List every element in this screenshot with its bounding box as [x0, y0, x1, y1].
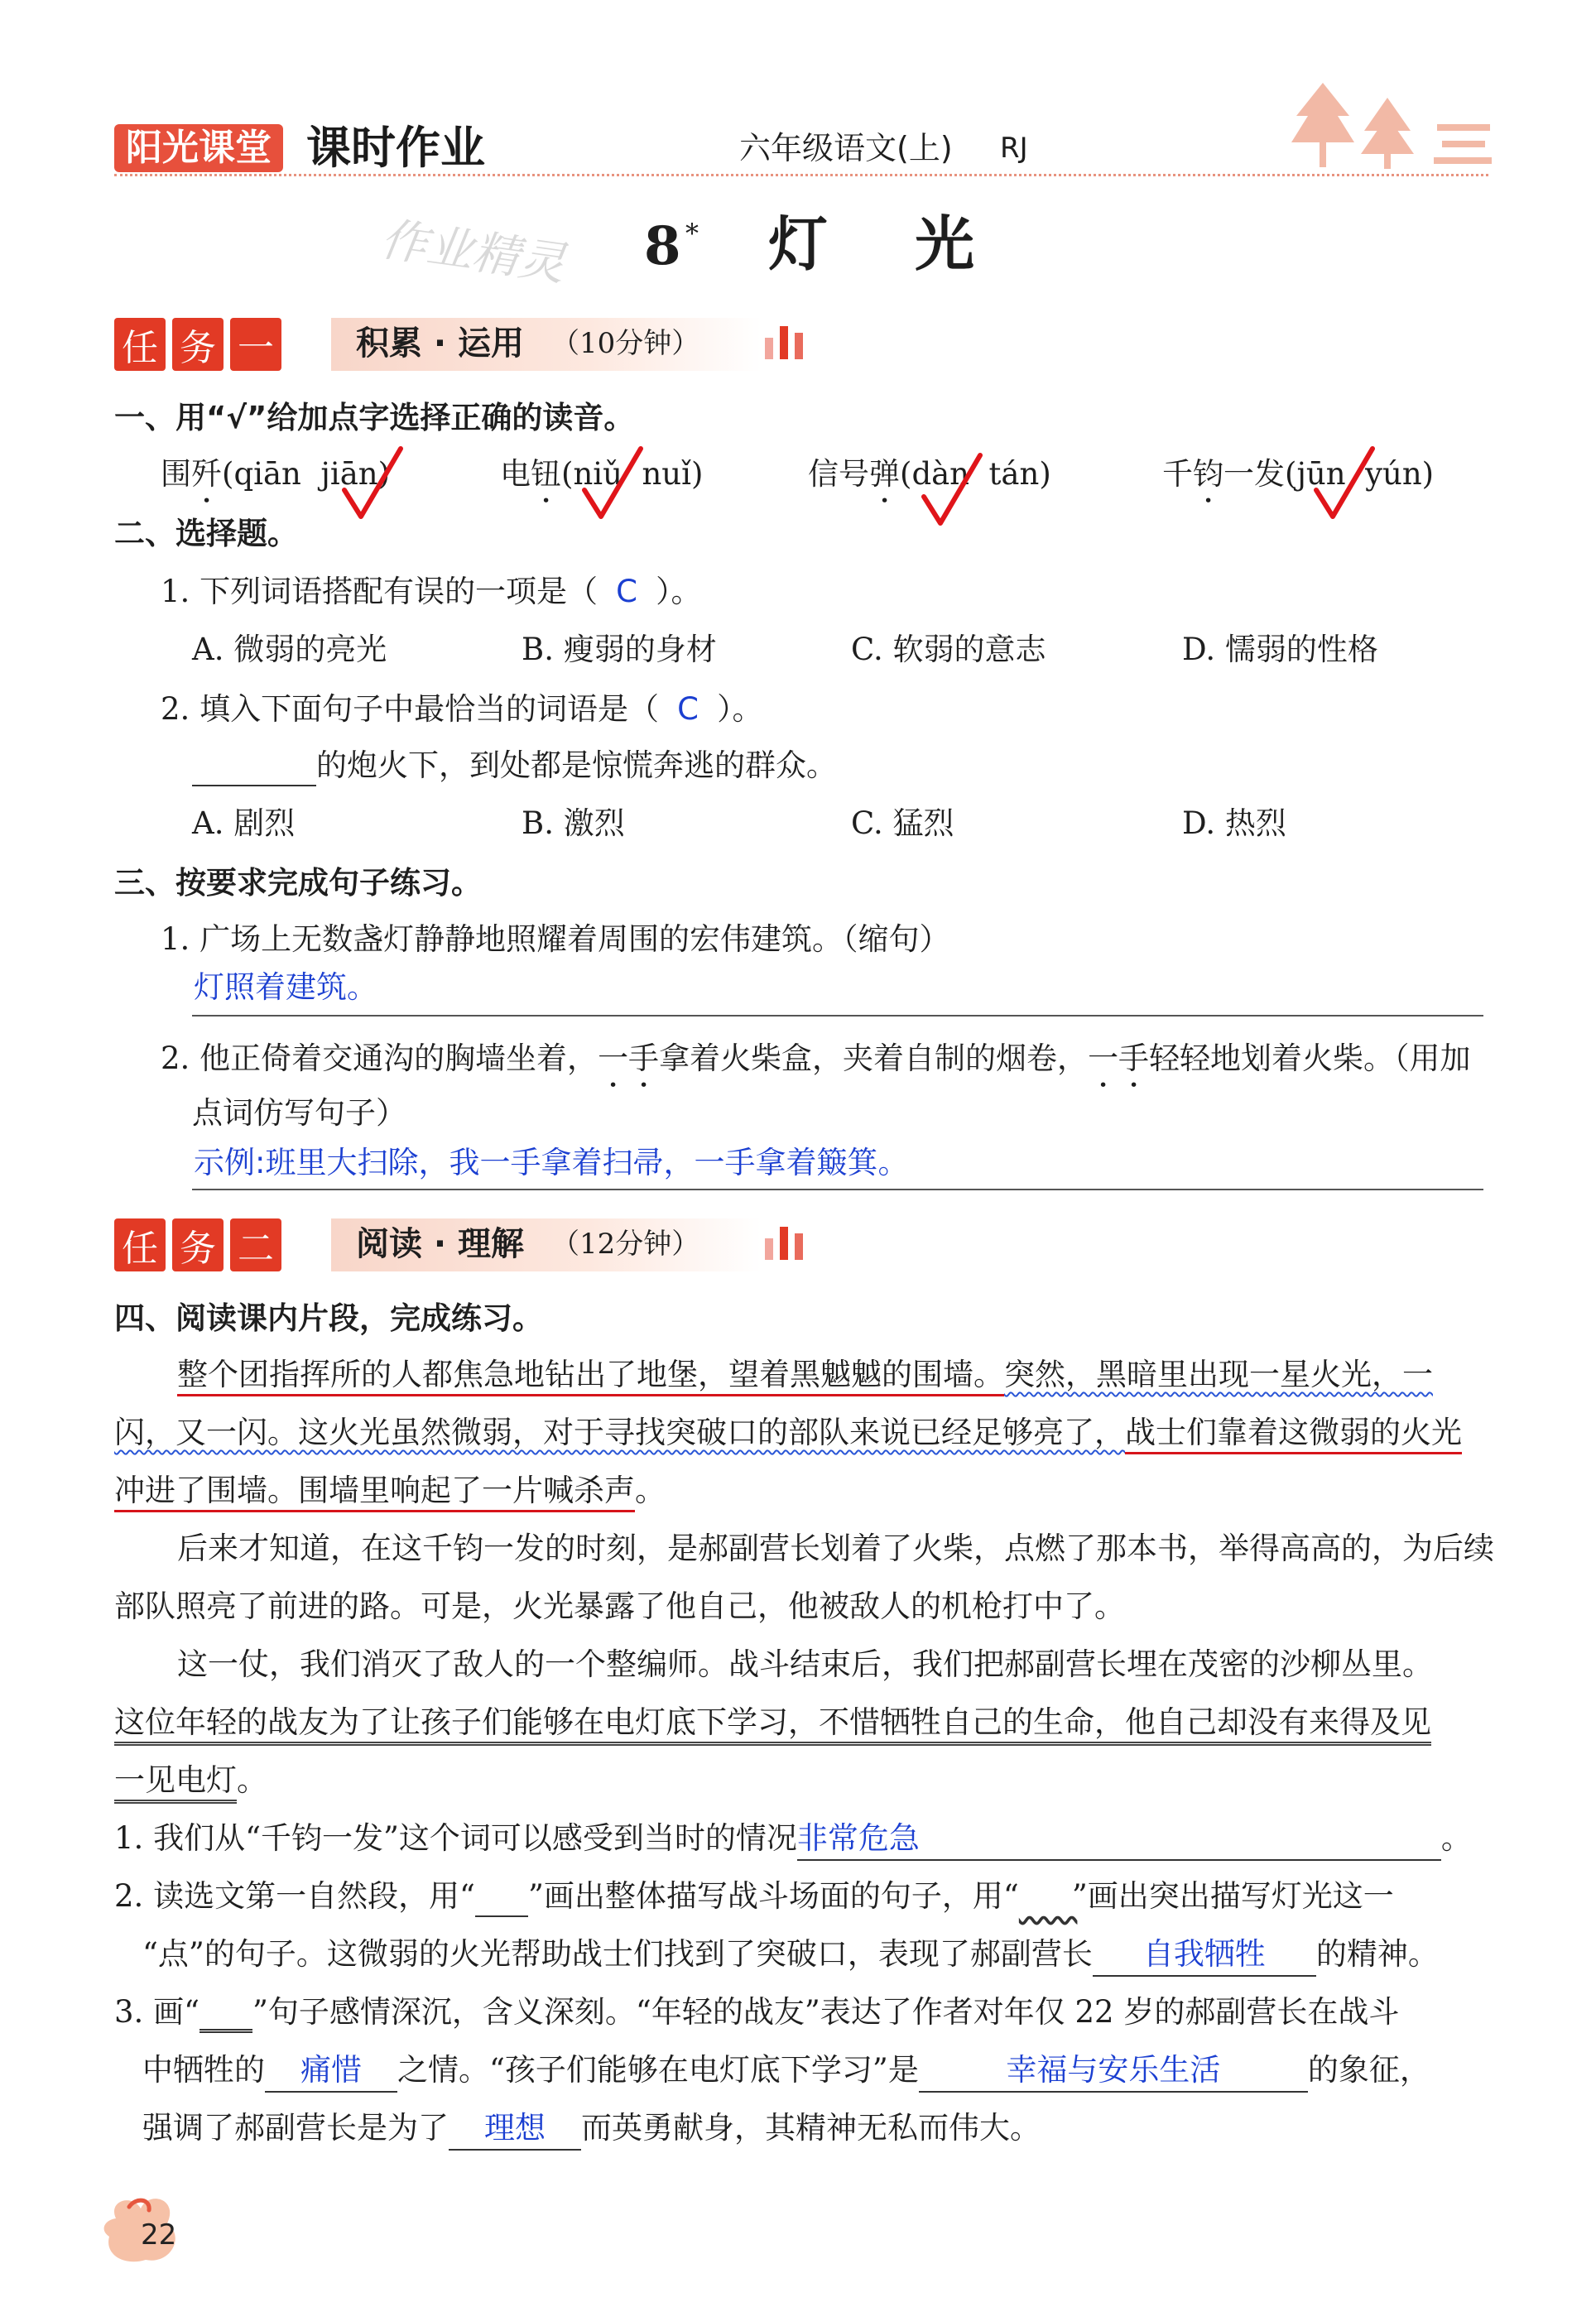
task1-chip-char: 一	[230, 318, 281, 371]
lesson-number: 8	[644, 215, 681, 277]
q4-sub3-line2: 中牺牲的 痛惜 之情。“孩子们能够在电灯底下学习”是 幸福与安乐生活 的象征，	[142, 2050, 1430, 2093]
q1-item-3-opt2[interactable]: tán	[988, 456, 1040, 492]
q4-sub2-answer: 自我牺牲	[1142, 1936, 1266, 1972]
q2-sub2-option-d[interactable]: D. 热烈	[1182, 805, 1286, 841]
checkmark-icon	[339, 445, 406, 521]
task2-chip-char: 任	[114, 1218, 166, 1271]
q1-item-4-opt1[interactable]: jūn	[1296, 456, 1346, 492]
answer-line	[192, 1015, 1483, 1017]
task2-bars-icon	[765, 1227, 803, 1260]
q3-sub2-prompt-line1: 2. 他正倚着交通沟的胸墙坐着，一手拿着火柴盒，夹着自制的烟卷，一手轻轻地划着火柴。（用加	[161, 1041, 1471, 1076]
passage-p2-line1: 后来才知道，在这千钧一发的时刻，是郝副营长划着了火柴，点燃了那本书，举得高高的，为后续	[177, 1531, 1494, 1566]
grade-subject: 六年级语文(上)	[739, 130, 953, 166]
task1-time: （10分钟）	[551, 327, 700, 360]
double-line-sample	[200, 2004, 252, 2033]
checkmark-icon	[579, 445, 646, 521]
q1-item-3: 信号弹(dàn tán)	[808, 456, 1051, 492]
checkmark-icon	[919, 452, 985, 528]
q2-sub1-option-d[interactable]: D. 懦弱的性格	[1182, 632, 1378, 667]
header-dotted-rule	[114, 174, 1488, 176]
passage-p3-line1: 这一仗，我们消灭了敌人的一个整编师。战斗结束后，我们把郝副营长埋在茂密的沙柳丛里。	[177, 1646, 1433, 1682]
q2-sub1-option-b[interactable]: B. 瘦弱的身材	[522, 632, 717, 667]
q4-heading: 四、阅读课内片段，完成练习。	[114, 1300, 543, 1336]
q1-item-4: 千钧一发(jūn yún)	[1162, 456, 1435, 492]
task1-chip	[114, 318, 281, 371]
underline-wavy: 闪，又一闪。这火光虽然微弱，对于寻找突破口的部队来说已经足够亮了，	[114, 1415, 1125, 1450]
q4-sub3-blank-1[interactable]	[265, 2050, 397, 2093]
task2-title: 阅读 · 理解	[356, 1225, 525, 1263]
q4-sub1: 1. 我们从“千钧一发”这个词可以感受到当时的情况非常危急 。	[114, 1818, 1472, 1861]
q3-sub1-answer[interactable]: 灯照着建筑。	[194, 969, 377, 1005]
task2-chip	[114, 1218, 281, 1271]
underline-straight: 战士们靠着这微弱的火光	[1125, 1415, 1462, 1454]
task2-chip-char: 二	[230, 1218, 281, 1271]
q2-sub2-sentence: 的炮火下，到处都是惊慌奔逃的群众。	[192, 745, 837, 786]
tree-decoration-icon	[1288, 83, 1495, 174]
underline-double: 这位年轻的战友为了让孩子们能够在电灯底下学习，不惜牺牲自己的生命，他自己却没有来得及见	[114, 1704, 1431, 1746]
checkmark-icon	[1311, 445, 1377, 521]
q2-sub2-prompt: 2. 填入下面句子中最恰当的词语是（ C ）。	[161, 689, 763, 730]
q4-sub3-answer-1: 痛惜	[300, 2052, 362, 2088]
q2-sub1-prompt: 1. 下列词语搭配有误的一项是（ C ）。	[161, 571, 702, 613]
passage-p1-line1	[177, 1354, 1433, 1396]
answer-line	[192, 1189, 1483, 1190]
q1-item-1-opt2[interactable]: jiān	[320, 456, 378, 492]
task2-chip-char: 务	[172, 1218, 224, 1271]
wavy-line-sample	[1019, 1891, 1072, 1917]
q4-sub1-blank[interactable]	[797, 1818, 1441, 1861]
task1-chip-char: 务	[172, 318, 224, 371]
passage-p2-line2: 部队照亮了前进的路。可是，火光暴露了他自己，他被敌人的机枪打中了。	[114, 1588, 1125, 1624]
q4-sub3-line1: 3. 画“ ”句子感情深沉，含义深刻。“年轻的战友”表达了作者对年仅 22 岁的郝副营长在战斗	[114, 1992, 1399, 2033]
q2-sub2-option-c[interactable]: C. 猛烈	[851, 805, 954, 841]
q2-sub1-option-c[interactable]: C. 软弱的意志	[851, 632, 1046, 667]
q3-sub2-prompt-line2: 点词仿写句子）	[192, 1095, 406, 1131]
q2-heading: 二、选择题。	[114, 516, 298, 551]
underline-straight: 整个团指挥所的人都焦急地钻出了地堡，望着黑魆魆的围墙。	[177, 1357, 1004, 1396]
passage-p1-line2	[114, 1412, 1462, 1454]
q2-sub1-answer[interactable]: C	[616, 574, 637, 609]
q1-item-2: 电钮(niǔ nuǐ)	[500, 456, 704, 492]
q4-sub2-blank[interactable]	[1093, 1934, 1316, 1977]
series-title: 课时作业	[306, 122, 485, 174]
q4-sub3-blank-2[interactable]	[919, 2050, 1308, 2093]
q1-item-2-opt2[interactable]: nuǐ	[642, 456, 691, 492]
underline-wavy: 突然，黑暗里出现一星火光，一	[1004, 1357, 1433, 1392]
task1-title: 积累 · 运用	[356, 324, 525, 363]
q1-item-2-opt1[interactable]: niǔ	[573, 456, 623, 492]
underline-double: 一见电灯	[114, 1762, 237, 1804]
q1-item-1-opt1[interactable]: qiān	[233, 456, 301, 492]
lesson-star: *	[685, 218, 699, 249]
task1-chip-char: 任	[114, 318, 166, 371]
q4-sub3-line3: 强调了郝副营长是为了 理想 而英勇献身，其精神无私而伟大。	[142, 2108, 1041, 2151]
q3-sub2-answer[interactable]: 示例:班里大扫除，我一手拿着扫帚，一手拿着簸箕。	[194, 1145, 909, 1180]
underline-straight: 冲进了围墙。围墙里响起了一片喊杀声	[114, 1473, 635, 1512]
brand-badge: 阳光课堂	[114, 124, 283, 172]
q2-sub2-option-a[interactable]: A. 剧烈	[192, 805, 296, 841]
q1-item-1: 围歼(qiān jiān)	[161, 456, 391, 492]
passage-p1-line3: 冲进了围墙。围墙里响起了一片喊杀声。	[114, 1470, 666, 1512]
q2-sub2-answer[interactable]: C	[677, 691, 699, 727]
q2-sub2-blank[interactable]	[192, 755, 316, 786]
q4-sub3-answer-2: 幸福与安乐生活	[1006, 2052, 1221, 2088]
watermark: 作业精灵	[377, 212, 569, 292]
passage-p3-line3: 一见电灯。	[114, 1760, 267, 1801]
q3-sub1-prompt: 1. 广场上无数盏灯静静地照耀着周围的宏伟建筑。（缩句）	[161, 921, 950, 957]
lesson-title: 灯 光	[768, 209, 1008, 279]
q2-sub1-option-a[interactable]: A. 微弱的亮光	[192, 632, 387, 667]
q4-sub2-line1: 2. 读选文第一自然段，用“ ”画出整体描写战斗场面的句子，用“ ”画出突出描写灯光这一	[114, 1876, 1394, 1917]
straight-line-sample	[475, 1889, 528, 1917]
q3-heading: 三、按要求完成句子练习。	[114, 865, 482, 901]
page-number: 22	[141, 2218, 177, 2252]
q4-sub2-line2: “点”的句子。这微弱的火光帮助战士们找到了突破口，表现了郝副营长 自我牺牲 的精神。	[142, 1934, 1439, 1977]
q1-item-4-opt2[interactable]: yún	[1365, 456, 1422, 492]
q2-sub2-option-b[interactable]: B. 激烈	[522, 805, 625, 841]
header	[114, 116, 1488, 182]
q4-sub3-answer-3: 理想	[484, 2110, 546, 2146]
task2-time: （12分钟）	[551, 1228, 700, 1261]
task1-bars-icon	[765, 326, 803, 359]
q1-item-3-opt1[interactable]: dàn	[911, 456, 970, 492]
q4-sub1-answer: 非常危急	[796, 1820, 920, 1856]
passage-p3-line2	[114, 1702, 1431, 1743]
edition-label: RJ	[1000, 132, 1028, 165]
q1-heading: 一、用“√”给加点字选择正确的读音。	[114, 400, 635, 435]
q4-sub3-blank-3[interactable]	[449, 2108, 581, 2151]
